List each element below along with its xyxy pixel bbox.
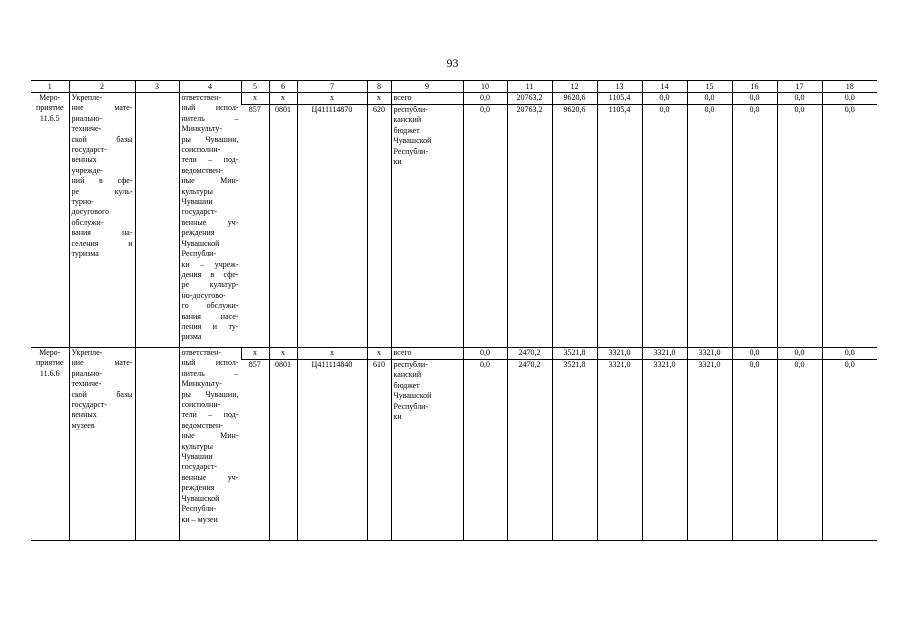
cell-text-line: Чувашской [181,238,220,248]
value-cell: 3321,0 [597,348,642,360]
cell-text-line: Меро- [39,93,61,102]
cell-text-line: обслужи- [71,217,104,227]
value-cell: 3321,0 [687,360,732,541]
header-cell: 11 [507,81,552,93]
grbs-cell: 857 [241,360,269,541]
grbs-cell: x [241,348,269,360]
value-cell: 2470,2 [507,348,552,360]
cell-text-line: техниче- [71,124,102,134]
cell-text-line: ры Чувашии, [181,134,239,144]
value-cell: 0,0 [822,93,877,105]
value-cell: 1105,4 [597,105,642,348]
cell-text-line: ный испол- [181,103,239,113]
value-cell: 9620,6 [552,105,597,348]
cell-text-line: ответствен- [181,93,222,102]
header-cell: 8 [367,81,391,93]
value-cell: 0,0 [463,348,507,360]
header-cell: 17 [777,81,822,93]
value-cell: 0,0 [732,93,777,105]
expense-type-cell: x [367,348,391,360]
value-cell: 0,0 [642,93,687,105]
value-cell: 0,0 [463,93,507,105]
value-cell: 0,0 [777,360,822,541]
header-cell: 2 [69,81,135,93]
value-cell: 0,0 [463,105,507,348]
cell-text-line: канский [393,370,422,380]
cell-text-line: культуры [181,186,214,196]
cell-text-line: соисполни- [181,400,221,410]
expense-type-cell: 610 [367,360,391,541]
cell-text-line: ный испол- [181,358,239,368]
cell-text-line: вания на- [71,228,133,238]
value-cell: 3321,0 [597,360,642,541]
value-cell: 0,0 [732,360,777,541]
value-cell: 2470,2 [507,360,552,541]
cell-text-line: реждения [181,483,215,493]
header-row [31,81,877,93]
value-cell: 3521,8 [552,360,597,541]
header-cell: 5 [241,81,269,93]
source-cell [391,360,463,541]
event-title-cell [69,93,135,348]
value-cell: 0,0 [687,93,732,105]
value-cell: 9620,6 [552,93,597,105]
cell-text-line: государст- [181,207,218,217]
cell-text-line: Республи- [181,249,217,259]
header-cell: 3 [135,81,179,93]
value-cell: 0,0 [822,348,877,360]
cell-text-line: ре куль- [71,186,133,196]
grbs-cell: 857 [241,105,269,348]
cell-text-line: бюджет [393,125,420,135]
value-cell: 3321,0 [642,360,687,541]
target-article-cell: Ц411114840 [297,360,367,541]
section-cell: 0801 [269,105,297,348]
cell-text-line: музеев [71,420,95,430]
cell-text-line: Минкульту- [181,379,222,389]
cell-text-line: Укрепле- [71,348,103,357]
value-cell: 0,0 [822,105,877,348]
program-table [31,80,877,541]
cell-text-line: тели – под- [181,155,239,165]
cell-text-line: канский [393,115,422,125]
cell-text-line: Чувашской [393,391,432,401]
cell-text-line: ской базы [71,134,133,144]
cell-text-line: Чувашской [393,136,432,146]
cell-text-line: венных [71,410,97,420]
cell-text-line: 11.6.5 [39,113,60,123]
value-cell: 0,0 [822,360,877,541]
cell-text-line: ние мате- [71,358,133,368]
cell-text-line: республи- [393,360,428,369]
cell-text-line: ные Мин- [181,431,239,441]
source-cell: всего [391,348,463,360]
col3-cell [135,348,179,541]
source-cell [391,105,463,348]
executor-cell [179,348,241,541]
cell-text-line: учрежде- [71,165,103,175]
source-cell: всего [391,93,463,105]
value-cell: 3521,8 [552,348,597,360]
cell-text-line: 11.6.6 [39,368,60,378]
cell-text-line: ний в сфе- [71,176,133,186]
cell-text-line: приятие [35,103,64,113]
cell-text-line: тели – под- [181,410,239,420]
header-cell: 6 [269,81,297,93]
cell-text-line: бюджет [393,380,420,390]
cell-text-line: реждения [181,228,215,238]
header-cell: 14 [642,81,687,93]
cell-text-line: ризма [181,332,202,342]
cell-text-line: ведомствен- [181,165,223,175]
cell-text-line: государст- [71,145,108,155]
cell-text-line: культуры [181,441,214,451]
cell-text-line: ской базы [71,389,133,399]
header-cell: 10 [463,81,507,93]
value-cell: 0,0 [642,105,687,348]
cell-text-line: риально- [71,368,102,378]
value-cell: 20763,2 [507,105,552,348]
cell-text-line: Укрепле- [71,93,103,102]
header-cell: 7 [297,81,367,93]
header-cell: 9 [391,81,463,93]
event-number-cell [31,93,69,348]
value-cell: 0,0 [732,348,777,360]
section-cell: 0801 [269,360,297,541]
cell-text-line: ответствен- [181,348,222,357]
value-cell: 1105,4 [597,93,642,105]
cell-text-line: ние мате- [71,103,133,113]
cell-text-line: туризма [71,249,99,259]
section-cell: x [269,348,297,360]
expense-type-cell: x [367,93,391,105]
table-row-total [31,348,877,360]
cell-text-line: Республи- [393,146,429,156]
header-cell: 1 [31,81,69,93]
cell-text-line: Чувашии [181,452,213,462]
cell-text-line: приятие [35,358,64,368]
event-number-cell [31,348,69,541]
cell-text-line: ки – музеи [181,514,218,524]
target-article-cell: x [297,93,367,105]
cell-text-line: венные уч- [181,217,239,227]
col3-cell [135,93,179,348]
cell-text-line: государст- [71,400,108,410]
cell-text-line: нитель – [181,368,239,378]
cell-text-line: венные уч- [181,472,239,482]
cell-text-line: Меро- [39,348,61,357]
grbs-cell: x [241,93,269,105]
target-article-cell: x [297,348,367,360]
cell-text-line: ки – учреж- [181,259,239,269]
value-cell: 0,0 [777,93,822,105]
section-cell: x [269,93,297,105]
cell-text-line: Чувашской [181,493,220,503]
event-title-cell [69,348,135,541]
cell-text-line: ные Мин- [181,176,239,186]
cell-text-line: нитель – [181,113,239,123]
cell-text-line: ведомствен- [181,420,223,430]
header-cell: 15 [687,81,732,93]
cell-text-line: республи- [393,105,428,114]
cell-text-line: ре культур- [181,280,239,290]
cell-text-line: Республи- [393,401,429,411]
value-cell: 20763,2 [507,93,552,105]
cell-text-line: ления и ту- [181,321,239,331]
cell-text-line: венных [71,155,97,165]
cell-text-line: ки [393,412,402,422]
value-cell: 0,0 [463,360,507,541]
table-row-total [31,93,877,105]
value-cell: 0,0 [732,105,777,348]
cell-text-line: турно- [71,197,94,207]
cell-text-line: Чувашии [181,197,213,207]
header-cell: 16 [732,81,777,93]
value-cell: 3321,0 [687,348,732,360]
cell-text-line: досугового [71,207,110,217]
cell-text-line: государст- [181,462,218,472]
header-cell: 4 [179,81,241,93]
page-number: 93 [446,56,459,70]
cell-text-line: ры Чувашии, [181,389,239,399]
value-cell: 0,0 [687,105,732,348]
cell-text-line: го обслужи- [181,301,239,311]
cell-text-line: вания насе- [181,311,239,321]
cell-text-line: селения и [71,238,133,248]
value-cell: 0,0 [777,348,822,360]
cell-text-line: Республи- [181,504,217,514]
cell-text-line: риально- [71,113,102,123]
cell-text-line: Минкульту- [181,124,222,134]
header-cell: 12 [552,81,597,93]
header-cell: 13 [597,81,642,93]
value-cell: 0,0 [777,105,822,348]
cell-text-line: ки [393,157,402,167]
header-cell: 18 [822,81,877,93]
value-cell: 3321,0 [642,348,687,360]
cell-text-line: соисполни- [181,145,221,155]
executor-cell [179,93,241,348]
expense-type-cell: 620 [367,105,391,348]
cell-text-line: но-досугово- [181,290,226,300]
cell-text-line: техниче- [71,379,102,389]
cell-text-line: дения в сфе- [181,269,239,279]
target-article-cell: Ц411114870 [297,105,367,348]
